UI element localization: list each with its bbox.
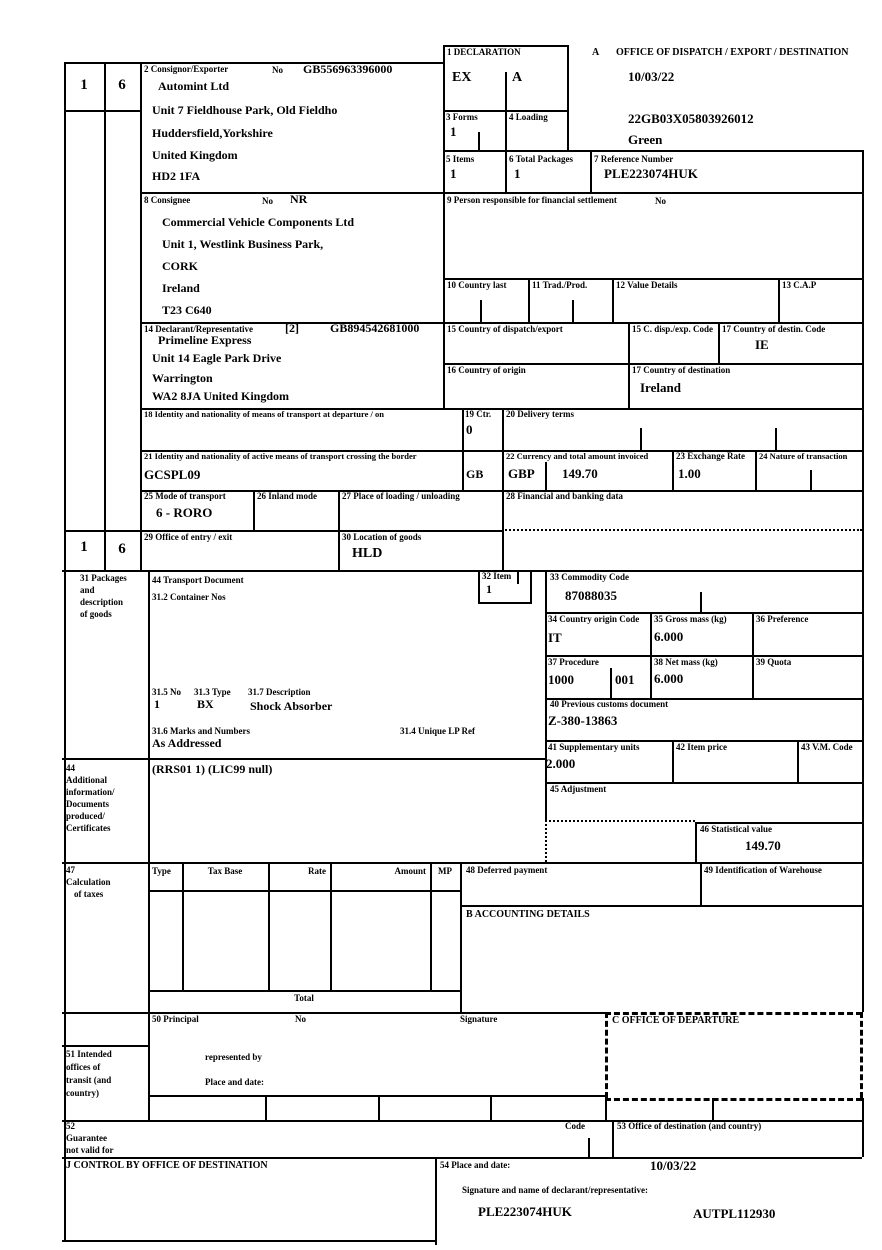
box40-value: Z-380-13863 [548, 713, 618, 728]
tick-mark [640, 428, 642, 450]
box40-label: 40 Previous customs document [550, 699, 669, 709]
box44-margin-line: produced/ [66, 811, 105, 821]
border-line [460, 862, 462, 1012]
border-line [104, 62, 106, 570]
border-line [378, 1095, 380, 1120]
box3-value: 1 [450, 124, 457, 139]
box44-margin-line: 44 [66, 763, 75, 773]
box44-transport-doc-label: 44 Transport Document [152, 575, 244, 585]
border-line [62, 1045, 148, 1047]
box2-address-line: United Kingdom [152, 148, 238, 162]
box35-value: 6.000 [654, 629, 684, 644]
box54-reference: PLE223074HUK [478, 1204, 572, 1219]
box46-label: 46 Statistical value [700, 824, 772, 834]
box31-5-no-label: 31.5 No [152, 687, 181, 697]
border-line [672, 740, 674, 782]
border-line [148, 570, 150, 1120]
box30-value: HLD [352, 546, 383, 561]
border-line [862, 150, 864, 1012]
copy-number-right-2: 6 [118, 541, 126, 557]
dotted-line [502, 529, 862, 531]
box54-date: 10/03/22 [650, 1158, 697, 1173]
box31-margin-line: and [80, 585, 95, 595]
border-line [253, 490, 255, 530]
box8-address-line: T23 C640 [162, 303, 212, 317]
box44-value: (RRS01 1) (LIC99 null) [152, 762, 273, 776]
box50-place-label: Place and date: [205, 1077, 264, 1087]
border-line [712, 1098, 714, 1120]
box29-label: 29 Office of entry / exit [144, 532, 233, 542]
box14-address-line: Warrington [152, 371, 213, 385]
box1-declaration-subtype: A [512, 70, 523, 85]
border-line [64, 530, 502, 532]
box31-3-type-label: 31.3 Type [194, 687, 231, 697]
border-line [695, 822, 697, 862]
border-line [797, 740, 799, 782]
border-line [435, 1157, 437, 1245]
box8-address-line: Unit 1, Westlink Business Park, [162, 237, 324, 251]
border-line [268, 862, 270, 990]
border-line [443, 45, 445, 408]
box30-label: 30 Location of goods [342, 532, 422, 542]
box36-label: 36 Preference [756, 614, 809, 624]
box41-value: 2.000 [546, 756, 576, 771]
box6-value: 1 [514, 166, 521, 181]
box2-address-line: Unit 7 Fieldhouse Park, Old Fieldho [152, 103, 338, 117]
border-line [490, 1095, 492, 1120]
box21-value: GCSPL09 [144, 467, 201, 482]
box47-margin-line: of taxes [74, 889, 104, 899]
box2-address-line: Huddersfield,Yorkshire [152, 126, 273, 140]
border-line [590, 150, 592, 192]
box14-code: [2] [285, 321, 299, 335]
box27-label: 27 Place of loading / unloading [342, 491, 460, 501]
box2-address-line: Automint Ltd [158, 79, 230, 93]
border-line [62, 570, 862, 572]
box22-amount: 149.70 [562, 466, 598, 481]
boxB-label: B ACCOUNTING DETAILS [466, 909, 590, 920]
box13-label: 13 C.A.P [782, 280, 817, 290]
box4-label: 4 Loading [509, 112, 548, 122]
tick-mark [610, 668, 612, 698]
box28-label: 28 Financial and banking data [506, 491, 624, 501]
box31-7-desc-label: 31.7 Description [248, 687, 311, 697]
box21-nationality: GB [466, 467, 484, 481]
border-line [612, 278, 614, 322]
box51-margin-line: country) [66, 1088, 99, 1098]
tax-table-header-mp: MP [438, 866, 452, 876]
box54-authorisation: AUTPL112930 [693, 1206, 776, 1221]
border-line [62, 758, 545, 760]
border-line [862, 1098, 864, 1157]
box9-label: 9 Person responsible for financial settlement [447, 195, 617, 205]
box38-label: 38 Net mass (kg) [654, 657, 718, 667]
boxA-letter: A [592, 47, 600, 58]
box52-margin-line: not valid for [66, 1145, 114, 1155]
box31-margin-line: of goods [80, 609, 112, 619]
box2-no-label: No [272, 65, 283, 75]
boxJ-label: J CONTROL BY OFFICE OF DESTINATION [66, 1160, 268, 1171]
box14-address-line: WA2 8JA United Kingdom [152, 389, 290, 403]
box17-label: 17 Country of destination [632, 365, 731, 375]
border-line [530, 570, 532, 602]
tick-mark [810, 470, 812, 490]
box51-margin-line: 51 Intended [66, 1049, 112, 1059]
border-line [752, 612, 754, 698]
boxC-label: C OFFICE OF DEPARTURE [612, 1015, 740, 1026]
box34-label: 34 Country origin Code [548, 614, 640, 624]
boxA-date: 10/03/22 [628, 69, 675, 84]
tick-mark [478, 132, 480, 150]
tick-mark [572, 300, 574, 322]
tick-mark [700, 592, 702, 612]
tick-mark [588, 1138, 590, 1157]
border-line [64, 110, 142, 112]
border-line [478, 602, 532, 604]
box51-margin-line: transit (and [66, 1075, 112, 1085]
box54-signature-label: Signature and name of declarant/representative: [462, 1185, 648, 1195]
box54-label: 54 Place and date: [440, 1160, 511, 1170]
border-line [148, 890, 460, 892]
border-line [148, 990, 460, 992]
box43-label: 43 V.M. Code [801, 742, 853, 752]
border-line [612, 1120, 614, 1157]
box16-label: 16 Country of origin [447, 365, 526, 375]
box42-label: 42 Item price [676, 742, 727, 752]
box38-value: 6.000 [654, 671, 684, 686]
box53-label: 53 Office of destination (and country) [617, 1121, 762, 1131]
border-line [505, 110, 507, 192]
box22-currency: GBP [508, 466, 535, 481]
box8-no-label: No [262, 196, 273, 206]
box31-6-marks: As Addressed [152, 736, 222, 750]
box25-value: 6 - RORO [156, 505, 213, 520]
box5-value: 1 [450, 166, 457, 181]
border-line [62, 1157, 862, 1159]
box48-label: 48 Deferred payment [466, 865, 548, 875]
copy-number-left-2: 1 [80, 539, 88, 555]
box14-address-line: Unit 14 Eagle Park Drive [152, 351, 282, 365]
border-line [140, 192, 862, 194]
boxA-mrn: 22GB03X05803926012 [628, 111, 754, 126]
box52-code-label: Code [565, 1121, 585, 1131]
box45-label: 45 Adjustment [550, 784, 607, 794]
border-line [528, 278, 530, 322]
box17a-value: IE [755, 337, 769, 352]
box2-eori: GB556963396000 [303, 62, 393, 76]
box47-margin-line: Calculation [66, 877, 111, 887]
box2-label: 2 Consignor/Exporter [144, 64, 229, 74]
border-line [755, 450, 757, 490]
border-line [545, 462, 547, 490]
box6-label: 6 Total Packages [509, 154, 574, 164]
dotted-line [545, 820, 547, 862]
border-line [140, 490, 862, 492]
border-line [718, 322, 720, 363]
border-line [478, 570, 480, 602]
box39-label: 39 Quota [756, 657, 792, 667]
boxA-routing: Green [628, 132, 663, 147]
tax-table-header-type: Type [152, 866, 171, 876]
tax-table-header-rate: Rate [308, 866, 326, 876]
box52-margin-line: Guarantee [66, 1133, 107, 1143]
tax-table-header-amount: Amount [394, 866, 426, 876]
tax-table-total-label: Total [294, 993, 314, 1003]
boxA-title: OFFICE OF DISPATCH / EXPORT / DESTINATION [616, 47, 849, 58]
box34-value: IT [548, 630, 562, 645]
box41-label: 41 Supplementary units [548, 742, 640, 752]
box1-declaration-type: EX [452, 70, 472, 85]
border-line [140, 62, 142, 570]
border-line [338, 490, 340, 570]
tick-mark [517, 570, 519, 584]
box22-label: 22 Currency and total amount invoiced [506, 451, 649, 461]
box15a-label: 15 C. disp./exp. Code [632, 324, 714, 334]
box31-7-description: Shock Absorber [250, 699, 333, 713]
box23-value: 1.00 [678, 466, 701, 481]
border-line [182, 862, 184, 990]
box7-value: PLE223074HUK [604, 166, 698, 181]
box31-margin-line: 31 Packages [80, 573, 127, 583]
box44-margin-line: Certificates [66, 823, 111, 833]
box1-label: 1 DECLARATION [447, 47, 521, 57]
box2-address-line: HD2 1FA [152, 169, 201, 183]
box33-value: 87088035 [565, 588, 617, 603]
box37-label: 37 Procedure [548, 657, 599, 667]
box26-label: 26 Inland mode [257, 491, 318, 501]
box8-address-line: Ireland [162, 281, 200, 295]
box31-3-type: BX [197, 697, 214, 711]
box5-label: 5 Items [446, 154, 475, 164]
border-line [672, 450, 674, 490]
copy-number-left: 1 [80, 77, 88, 93]
box11-label: 11 Trad./Prod. [532, 280, 588, 290]
border-line [502, 408, 504, 570]
box20-label: 20 Delivery terms [506, 409, 574, 419]
border-line [778, 278, 780, 322]
box3-label: 3 Forms [446, 112, 478, 122]
box14-eori: GB894542681000 [330, 321, 420, 335]
border-line [62, 1240, 437, 1242]
border-line [545, 570, 547, 820]
box24-label: 24 Nature of transaction [759, 451, 848, 461]
box31-4-lp-label: 31.4 Unique LP Ref [400, 726, 476, 736]
box35-label: 35 Gross mass (kg) [654, 614, 727, 624]
border-line [567, 45, 569, 150]
box23-label: 23 Exchange Rate [676, 451, 745, 461]
box50-signature-label: Signature [460, 1014, 498, 1024]
box32-value: 1 [486, 582, 492, 596]
box44-margin-line: information/ [66, 787, 115, 797]
dashed-line [605, 1012, 608, 1098]
box37-value2: 001 [615, 672, 635, 687]
box19-value: 0 [466, 422, 473, 437]
box19-label: 19 Ctr. [465, 409, 492, 419]
box50-no-label: No [295, 1014, 306, 1024]
tax-table-header-taxbase: Tax Base [207, 866, 243, 876]
box31-margin-line: description [80, 597, 124, 607]
border-line [505, 72, 507, 110]
border-line [265, 1095, 267, 1120]
box31-2-container-label: 31.2 Container Nos [152, 592, 226, 602]
box14-address-line: Primeline Express [158, 333, 252, 347]
border-line [330, 862, 332, 990]
border-line [62, 1012, 605, 1014]
box10-label: 10 Country last [447, 280, 507, 290]
box25-label: 25 Mode of transport [144, 491, 226, 501]
dashed-line [605, 1098, 862, 1101]
box31-5-no: 1 [154, 697, 160, 711]
box51-margin-line: offices of [66, 1062, 101, 1072]
box31-6-marks-label: 31.6 Marks and Numbers [152, 726, 251, 736]
box37-value1: 1000 [548, 672, 574, 687]
box9-no-label: No [655, 196, 666, 206]
border-line [605, 1095, 607, 1120]
tick-mark [775, 428, 777, 450]
box52-margin-line: 52 [66, 1121, 75, 1131]
border-line [462, 408, 464, 490]
box21-label: 21 Identity and nationality of active means of transport crossing the border [144, 451, 417, 461]
box32-label: 32 Item [482, 571, 512, 581]
box8-address-line: Commercial Vehicle Components Ltd [162, 215, 355, 229]
box18-label: 18 Identity and nationality of means of transport at departure / on [144, 409, 384, 419]
box8-label: 8 Consignee [144, 195, 191, 205]
box50-label: 50 Principal [152, 1014, 199, 1024]
box14-label: 14 Declarant/Representative [144, 324, 254, 334]
box8-no: NR [290, 192, 308, 206]
box44-margin-line: Additional [66, 775, 108, 785]
box49-label: 49 Identification of Warehouse [704, 865, 822, 875]
border-line [700, 862, 702, 905]
box15-label: 15 Country of dispatch/export [447, 324, 563, 334]
border-line [460, 905, 862, 907]
box17-value: Ireland [640, 380, 681, 395]
box50-represented-label: represented by [205, 1052, 262, 1062]
box33-label: 33 Commodity Code [550, 572, 629, 582]
box46-value: 149.70 [745, 838, 781, 853]
copy-number-right: 6 [118, 77, 126, 93]
box8-address-line: CORK [162, 259, 198, 273]
border-line [430, 862, 432, 990]
dashed-line [860, 1012, 863, 1098]
border-line [650, 612, 652, 698]
border-line [628, 322, 630, 408]
box7-label: 7 Reference Number [594, 154, 674, 164]
tick-mark [480, 300, 482, 322]
box12-label: 12 Value Details [616, 280, 678, 290]
box47-margin-line: 47 [66, 865, 75, 875]
dotted-line [545, 820, 695, 822]
box44-margin-line: Documents [66, 799, 109, 809]
box17a-label: 17 Country of destin. Code [722, 324, 826, 334]
